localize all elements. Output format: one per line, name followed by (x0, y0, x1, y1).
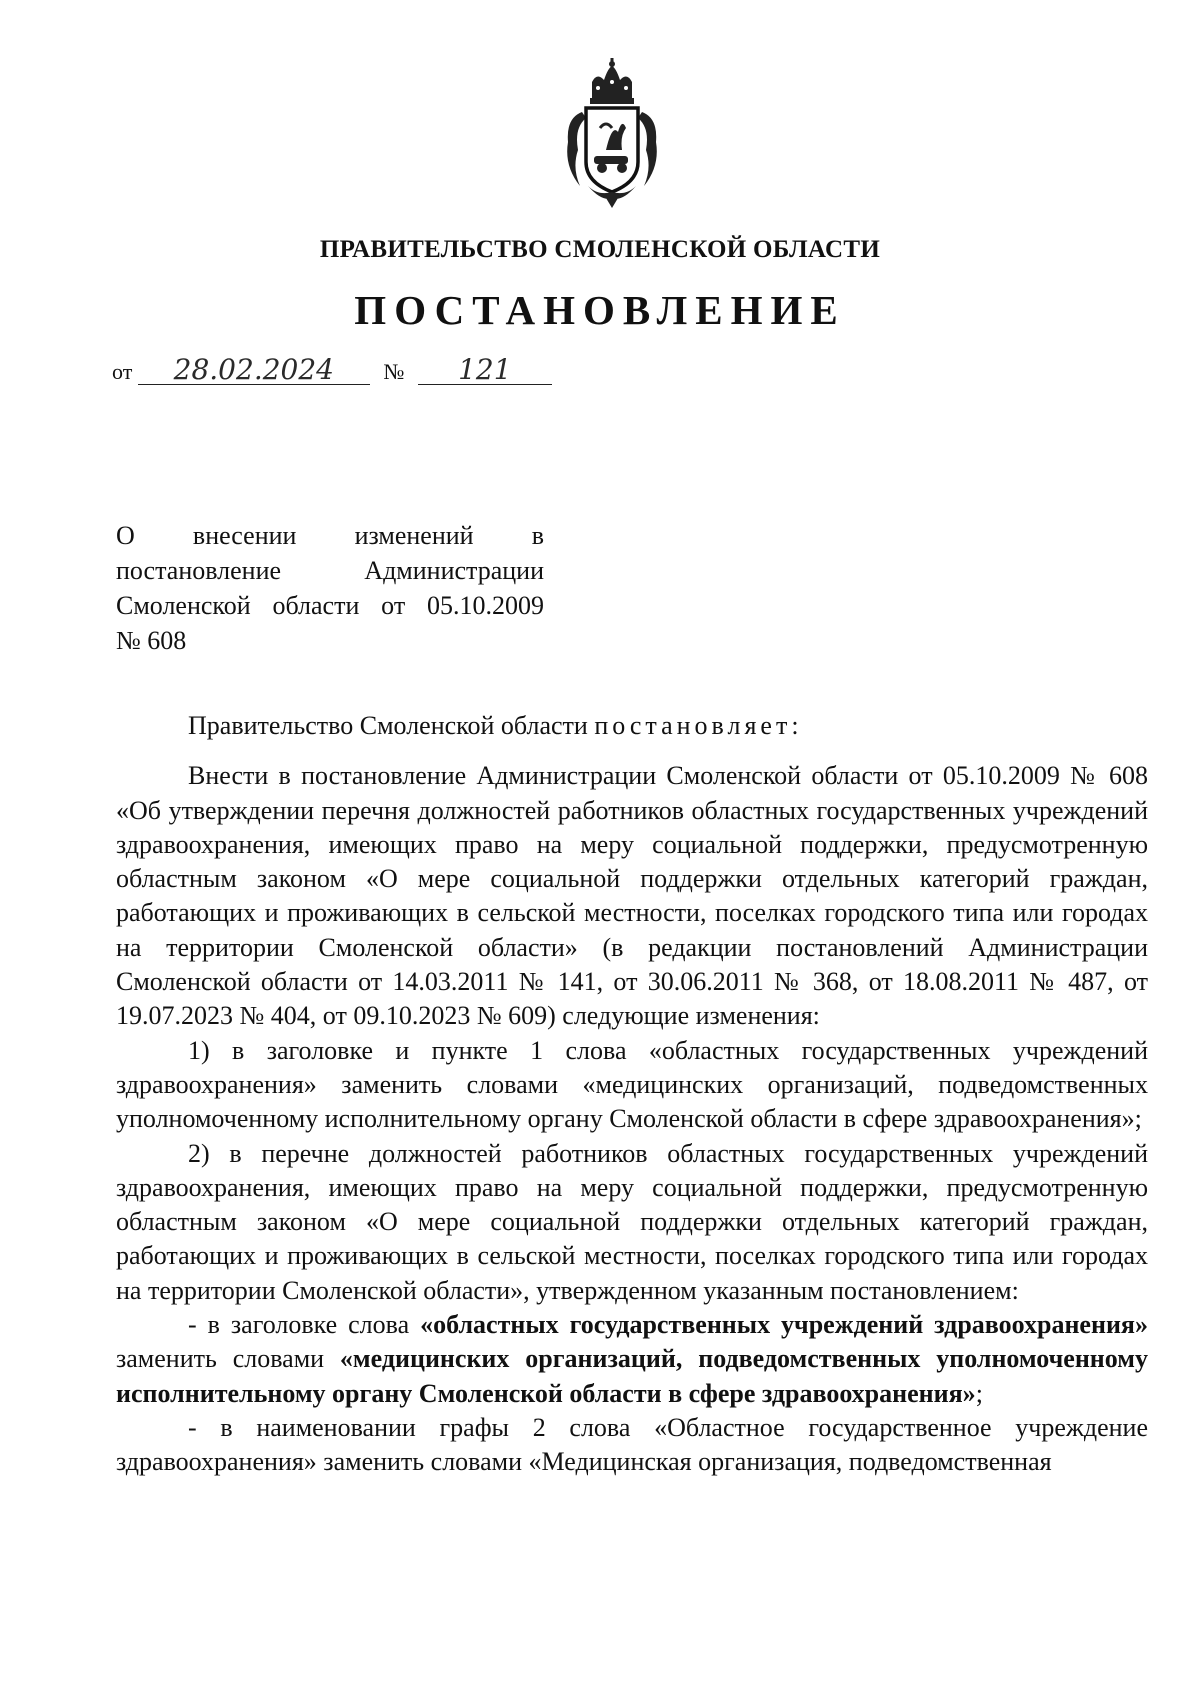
paragraph: Внести в постановление Администрации Смоленской области от 05.10.2009 № 608 «Об утверждении перечня должностей работников областных государственных учреждений здравоохранения, имеющих право на меру социальной поддержки, предусмотренную областным законом «О мере социальной поддержки отдельных категорий граждан, работающих и проживающих в сельской местности, поселках городского типа или городах на территории Смоленской области» (в редакции постановлений Администрации Смоленской области от 14.03.2011 № 141, от 30.06.2011 № 368, от 18.08.2011 № 487, от 19.07.2023 № 404, от 09.10.2023 № 609) следующие изменения: (116, 761, 1148, 1031)
coat-of-arms-icon (562, 58, 662, 208)
document-body (116, 709, 1148, 1480)
paragraph-text: заменить словами (116, 1344, 340, 1374)
handwritten-date: 28.02.2024 (138, 356, 370, 385)
preamble (116, 709, 1148, 743)
preamble-text: Правительство Смоленской области (188, 711, 595, 740)
subject-line: постановление Администрации (116, 556, 544, 585)
subject-line: Смоленской области от 05.10.2009 (116, 591, 544, 620)
preamble-decree-word: постановляет: (594, 711, 803, 740)
paragraph-text: - в заголовке слова (188, 1310, 421, 1340)
paragraph: 1) в заголовке и пункте 1 слова «областных государственных учреждений здравоохранения» заменить словами «медицинских организаций, подведомственных уполномоченному исполнительному органу Смоленской области в сфере здравоохранения»; (116, 1035, 1148, 1134)
date-number-line (112, 353, 552, 386)
subject-line: О внесении изменений в (116, 521, 544, 550)
document-type-title: ПОСТАНОВЛЕНИЕ (354, 287, 846, 333)
subject-line: № 608 (116, 626, 187, 655)
number-label: № (383, 359, 405, 384)
document-subject (116, 518, 544, 658)
bold-quote: «медицинских организаций, подведомственных уполномоченному исполнительному органу Смоленской области в сфере здравоохранения» (116, 1344, 1148, 1408)
date-label: от (112, 359, 133, 384)
handwritten-number: 121 (418, 356, 552, 385)
paragraph: - в наименовании графы 2 слова «Областное государственное учреждение здравоохранения» заменить словами «Медицинская организация, подведомственная (116, 1412, 1148, 1477)
paragraph (116, 1308, 1148, 1411)
paragraph: 2) в перечне должностей работников областных государственных учреждений здравоохранения, имеющих право на меру социальной поддержки, предусмотренную областным законом «О мере социальной поддержки отдельных категорий граждан, работающих и проживающих в сельской местности, поселках городского типа или городах на территории Смоленской области», утвержденном указанным постановлением: (116, 1138, 1148, 1305)
bold-quote: «областных государственных учреждений здравоохранения» (420, 1310, 1148, 1340)
organization-name: ПРАВИТЕЛЬСТВО СМОЛЕНСКОЙ ОБЛАСТИ (319, 236, 881, 263)
paragraph-text: ; (975, 1378, 983, 1408)
